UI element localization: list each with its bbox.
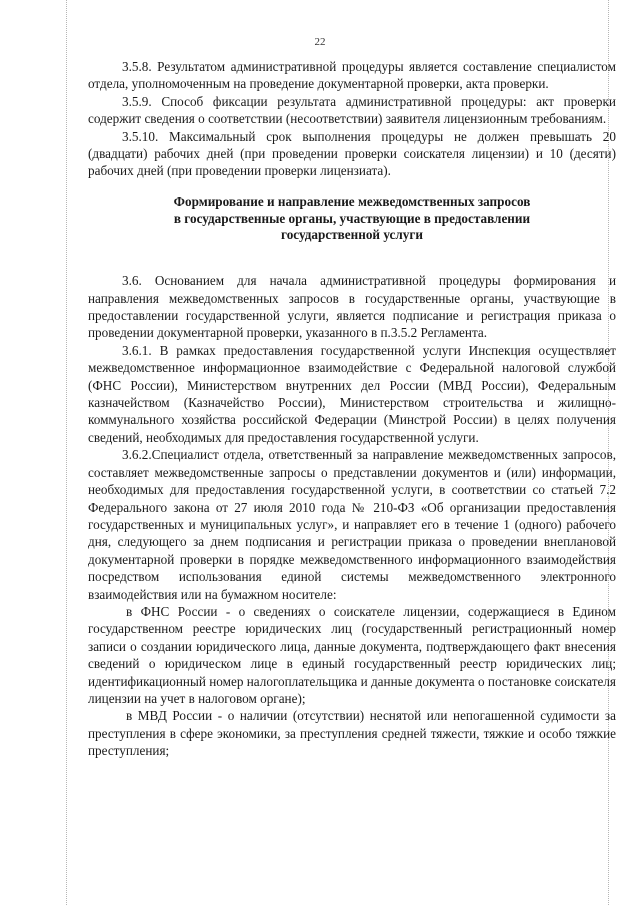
paragraph-3-5-9: 3.5.9. Способ фиксации результата административной процедуры: акт проверки содержит сведения о соответствии (несоответствии) заявителя лицензионным требованиям. [88, 93, 616, 127]
list-item-mvd: в МВД России - о наличии (отсутствии) неснятой или непогашенной судимости за преступления в сфере экономики, за преступления средней тяжести, тяжкие и особо тяжкие преступления; [88, 708, 616, 759]
list-item-fns: в ФНС России - о сведениях о соискателе лицензии, содержащиеся в Едином государственном реестре юридических лиц (государственный регистрационный номер записи о создании юридического лица, данные документа, подтверждающего факт внесения сведений о юридическом лице в единый государственный реестр юридических лиц; идентификационный номер налогоплательщика и данные документа о постановке соискателя лицензии на учет в налоговом органе); [88, 603, 616, 706]
section-heading-line-2: в государственные органы, участвующие в предоставлении [173, 210, 531, 226]
section-heading [88, 194, 616, 244]
section-heading-line-3: государственной услуги [281, 227, 423, 243]
page-number: 22 [314, 36, 326, 48]
paragraph-3-6-2: 3.6.2.Специалист отдела, ответственный за направление межведомственных запросов, составляет межведомственные запросы о представлении документов и (или) информации, необходимых для предоставления государственной услуги, в соответствии со статьей 7.2 Федерального закона от 27 июля 2010 года № 210-ФЗ «Об организации предоставления государственных и муниципальных услуг», и направляет его в течение 1 (одного) рабочего дня, следующего за днем подписания и регистрации приказа о проведении внеплановой документарной проверки в порядке межведомственного информационного взаимодействия посредством использования единой системы межведомственного электронного взаимодействия или на бумажном носителе: [88, 447, 616, 602]
paragraph-3-6: 3.6. Основанием для начала административной процедуры формирования и направления межведомственных запросов в государственные органы, участвующие в предоставлении государственной услуги, является подписание и регистрация приказа о проведении документарной проверки, указанного в п.3.5.2 Регламента. [88, 273, 616, 341]
paragraph-3-6-1: 3.6.1. В рамках предоставления государственной услуги Инспекция осуществляет межведомственное информационное взаимодействие с Федеральной налоговой службой (ФНС России), Министерством внутренних дел России (МВД России), Федеральным казначейством (Казначейство России), Министерством строительства и жилищно-коммунального хозяйства российской Федерации (Минстрой России) в целях получения сведений, необходимых для предоставления государственной услуги. [88, 342, 616, 445]
section-heading-line-1: Формирование и направление межведомственных запросов [173, 193, 531, 209]
left-scan-margin-line [66, 0, 67, 905]
paragraph-3-5-8: 3.5.8. Результатом административной процедуры является составление специалистом отдела, уполномоченным на проведение документарной проверки, акта проверки. [88, 59, 616, 92]
document-body [88, 58, 616, 760]
paragraph-3-5-10: 3.5.10. Максимальный срок выполнения процедуры не должен превышать 20 (двадцати) рабочих дней (при проведении проверки соискателя лицензии) и 10 (десяти) рабочих дней (при проведении проверки лицензиата). [88, 128, 616, 179]
